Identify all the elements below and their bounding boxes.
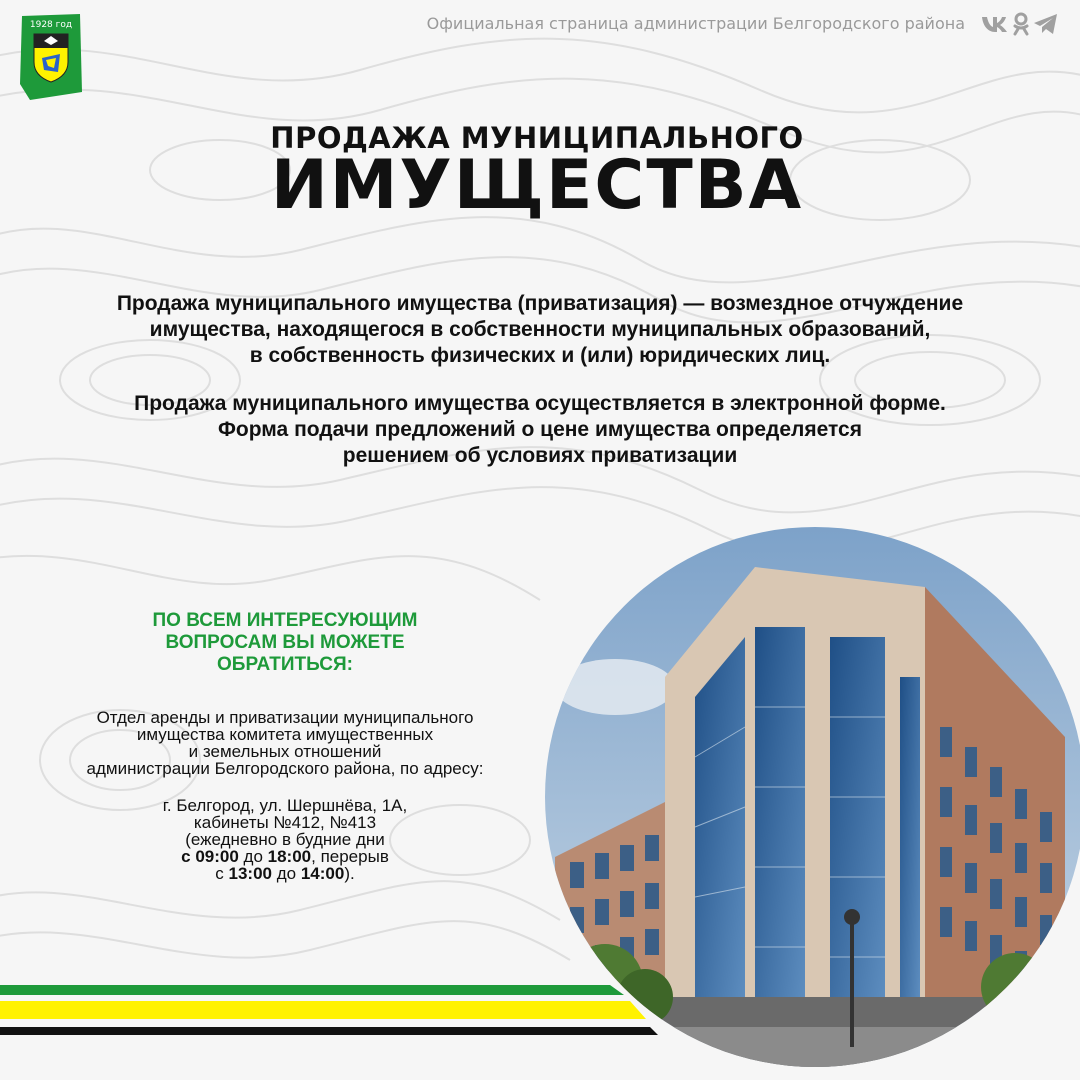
office-building-photo	[545, 527, 1080, 1067]
definition-line-3: в собственность физических и (или) юридических лиц.	[249, 344, 831, 367]
contact-heading	[60, 610, 510, 676]
department-line-3: и земельных отношений	[188, 742, 382, 761]
procedure-line-2: Форма подачи предложений о цене имущества определяется	[218, 418, 862, 441]
address-rooms: кабинеты №412, №413	[193, 813, 377, 832]
procedure-paragraph	[0, 391, 1080, 469]
department-line-1: Отдел аренды и приватизации муниципального	[96, 708, 474, 727]
break-hours: с 13:00 до 14:00).	[215, 864, 355, 883]
definition-line-2: имущества, находящегося в собственности муниципальных образований,	[149, 318, 931, 341]
odnoklassniki-icon[interactable]	[1012, 12, 1030, 36]
page-title-line2: ИМУЩЕСТВА	[270, 146, 804, 225]
department-line-2: имущества комитета имущественных	[136, 725, 434, 744]
logo-year: 1928 год	[29, 20, 73, 30]
procedure-line-3: решением об условиях приватизации	[342, 444, 738, 467]
vk-icon[interactable]	[980, 12, 1010, 36]
contact-heading-line-3: ОБРАТИТЬСЯ:	[217, 654, 353, 675]
definition-line-1: Продажа муниципального имущества (приватизация) — возмездное отчуждение	[116, 292, 964, 315]
department-line-4: администрации Белгородского района, по адресу:	[86, 759, 484, 778]
schedule-intro: (ежедневно в будние дни	[185, 830, 385, 849]
working-hours: с 09:00 до 18:00, перерыв	[181, 847, 389, 866]
procedure-line-1: Продажа муниципального имущества осуществляется в электронной форме.	[134, 392, 946, 415]
address-street: г. Белгород, ул. Шершнёва, 1А,	[162, 796, 408, 815]
telegram-icon[interactable]	[1033, 12, 1059, 36]
district-logo	[18, 14, 84, 102]
contact-heading-line-1: ПО ВСЕМ ИНТЕРЕСУЮЩИМ	[152, 610, 418, 631]
department-info	[20, 709, 550, 777]
address-block	[20, 797, 550, 882]
header-title: Официальная страница администрации Белгородского района	[426, 14, 965, 33]
definition-paragraph	[0, 291, 1080, 369]
page-title-line1: ПРОДАЖА МУНИЦИПАЛЬНОГО	[270, 121, 804, 155]
contact-heading-line-2: ВОПРОСАМ ВЫ МОЖЕТЕ	[165, 632, 405, 653]
